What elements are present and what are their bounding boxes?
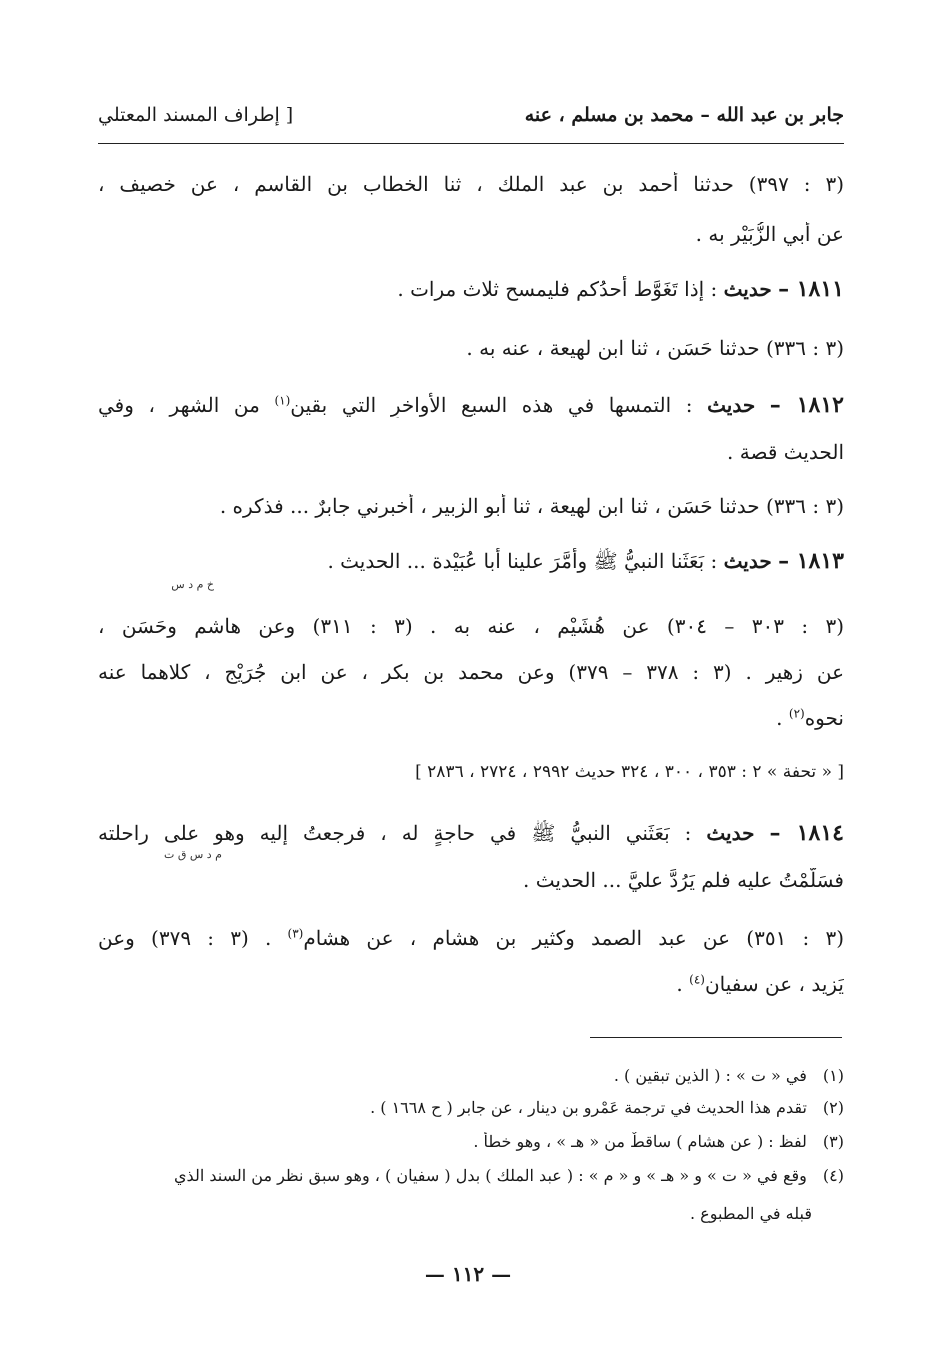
footnote-number: (٣) xyxy=(822,1132,844,1151)
body-line: عن أبي الزُّبَيْرِ به . xyxy=(695,222,844,246)
hadith-number: ١٨١٤ – xyxy=(769,820,844,846)
hadith-1811 xyxy=(98,276,844,302)
footnote-rule xyxy=(590,1037,842,1038)
tuhfa-reference: [ « تحفة » ٢ : ٣٥٣ ، ٣٠٠ ، ٣٢٤ حديث ٢٩٩٢ ، ٢٧٢٤ ، ٢٨٣٦ ] xyxy=(415,762,844,782)
footnote-marker: (٣) xyxy=(287,926,304,941)
book-title: [ إطراف المسند المعتلي xyxy=(98,104,294,126)
footnote-marker: (٢) xyxy=(788,706,805,721)
body-text: . xyxy=(776,706,783,730)
footnote-marker: (١) xyxy=(274,393,291,408)
hadith-text: من الشهر ، وفي xyxy=(98,393,260,417)
footnote xyxy=(98,1132,844,1151)
hadith-text: : التمسها في هذه السبعِ الأواخرِ التي بقين xyxy=(290,393,693,417)
footnote-marker: (٤) xyxy=(689,972,705,987)
page-number: — ١١٢ — xyxy=(424,1262,512,1286)
body-line xyxy=(98,926,844,950)
hadith-keyword: حديث xyxy=(723,549,772,573)
page-header xyxy=(98,104,844,142)
hadith-1813 xyxy=(98,548,844,578)
footnote-number: (٢) xyxy=(822,1098,844,1117)
body-text: يَزِيد ، عن سفيان xyxy=(704,972,844,996)
footnote xyxy=(98,1066,844,1085)
body-text: . (٣ : ٣٧٩) وعن xyxy=(98,926,272,950)
hadith-text: : بَعَثَنا النبيُّ ﷺ وأَمَّرَ علينا أبا عُبَيْدة ... الحديث . xyxy=(327,549,718,573)
footnote-text: تقدم هذا الحديث في ترجمة عَمْرو بن دينار ، عن جابر ( ح ١٦٦٨ ) . xyxy=(370,1098,807,1117)
footnote-number: (١) xyxy=(822,1066,844,1085)
body-line xyxy=(98,972,844,996)
source-symbols: خ م د س xyxy=(171,578,214,591)
body-line: الحديث قصة . xyxy=(727,440,844,464)
source-symbols: م د س ق ت xyxy=(163,848,222,861)
body-line: (٣ : ٣٠٣ – ٣٠٤) عن هُشَيْم ، عنه به . (٣ : ٣١١) وعن هاشم وحَسَن ، xyxy=(98,614,844,638)
footnote xyxy=(98,1166,844,1185)
hadith-keyword: حديث xyxy=(707,393,756,417)
footnote-text: في « ت » : ( الذين تبقين ) . xyxy=(613,1066,807,1085)
hadith-keyword: حديث xyxy=(723,277,772,301)
footnote-number: (٤) xyxy=(822,1166,844,1185)
body-text: . xyxy=(676,972,683,996)
hadith-number: ١٨١٣ – xyxy=(778,548,844,574)
body-line: (٣ : ٣٣٦) حدثنا حَسَن ، ثنا ابن لهيعة ، عنه به . xyxy=(466,336,844,360)
footnote xyxy=(98,1098,844,1117)
body-line: (٣ : ٣٩٧) حدثنا أحمد بن عبد الملك ، ثنا الخطاب بن القاسم ، عن خصيف ، xyxy=(98,172,844,196)
hadith-keyword: حديث xyxy=(706,821,755,845)
hadith-text: : بَعَثَني النبيُّ ﷺ في حاجةٍ له ، فرجعتُ إليه وهو على راحلته xyxy=(98,821,692,845)
hadith-1814 xyxy=(98,820,844,850)
running-title: جابر بن عبد الله – محمد بن مسلم ، عنه xyxy=(524,104,844,126)
footnote-text: وقع في « ت » و « هـ » و « م » : ( عبد الملك ) بدل ( سفيان ) ، وهو سبق نظر من السند الذي xyxy=(174,1166,807,1185)
hadith-number: ١٨١١ – xyxy=(778,276,844,302)
body-line: (٣ : ٣٣٦) حدثنا حَسَن ، ثنا ابن لهيعة ، ثنا أبو الزبير ، أخبرني جابرٌ ... فذكره . xyxy=(219,494,844,518)
header-rule xyxy=(98,143,844,144)
body-line: عن زهير . (٣ : ٣٧٨ – ٣٧٩) وعن محمد بن بكر ، عن ابن جُرَيْج ، كلاهما عنه xyxy=(98,660,844,684)
footnote-text: لفظ : ( عن هشام ) ساقطٌ من « هـ » ، وهو خطأ . xyxy=(473,1132,807,1151)
body-text: نحوه xyxy=(804,706,844,730)
hadith-1812 xyxy=(98,392,844,418)
hadith-text: : إذا تَغَوَّط أحدُكم فليمسح ثلاث مرات . xyxy=(397,277,718,301)
hadith-number: ١٨١٢ – xyxy=(769,392,844,418)
body-text: (٣ : ٣٥١) عن عبد الصمد وكثير بن هشام ، عن هشام xyxy=(303,926,844,950)
body-line xyxy=(98,706,844,730)
footnote-continuation: قبله في المطبوع . xyxy=(689,1204,812,1223)
body-line: فسَلَّمْتُ عليه فلم يَرُدَّ عليَّ ... الحديث . xyxy=(523,868,844,892)
